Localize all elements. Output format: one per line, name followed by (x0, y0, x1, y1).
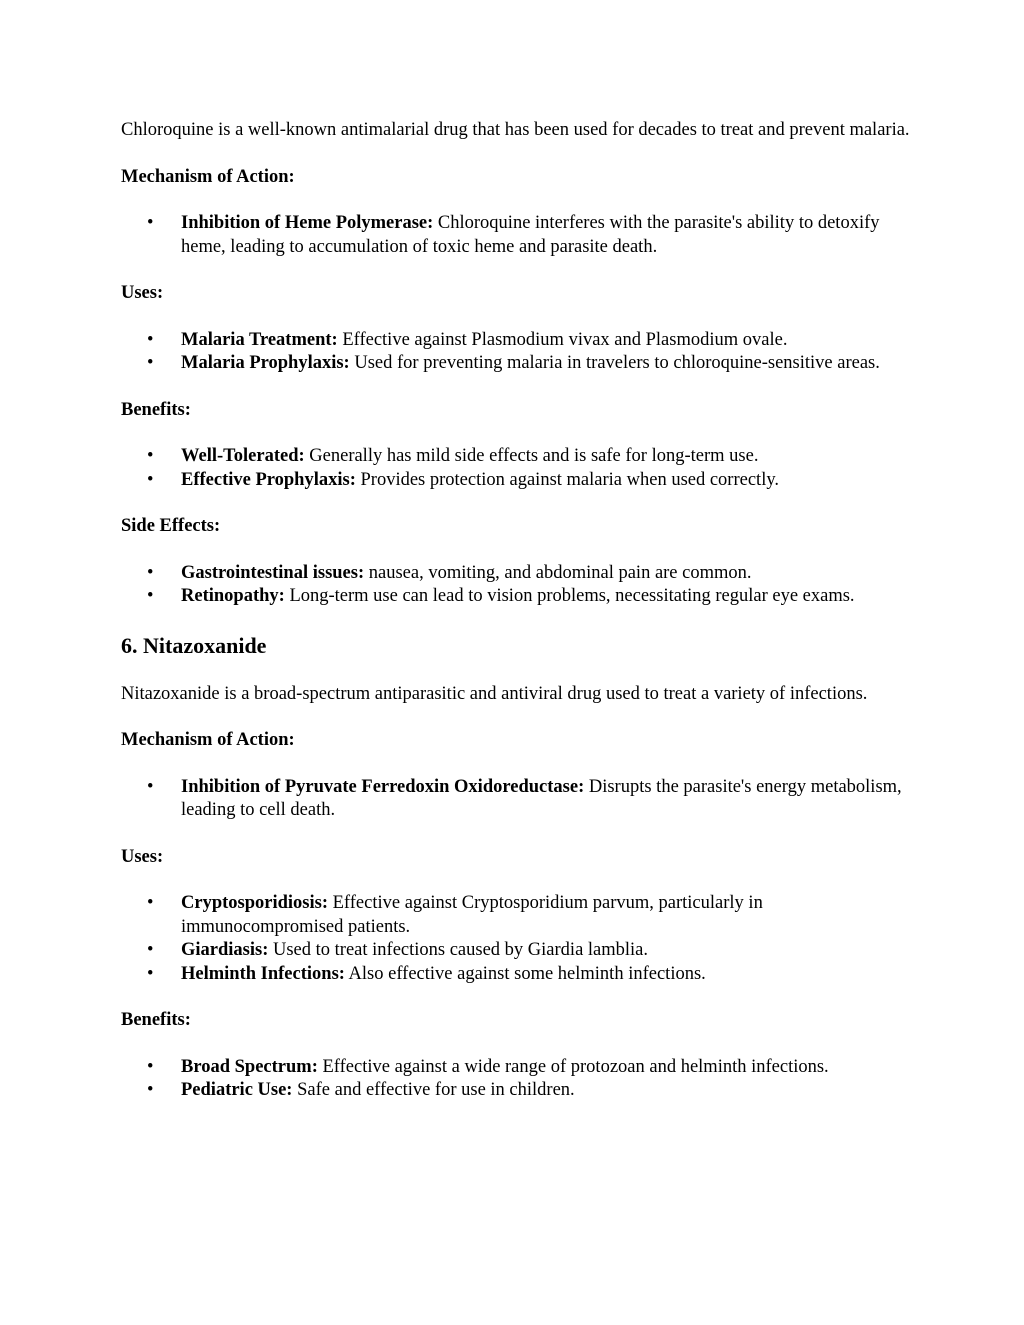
list-item-text: Safe and effective for use in children. (292, 1080, 575, 1100)
list-item-term: Broad Spectrum: (181, 1056, 318, 1077)
bullet-icon: • (147, 353, 154, 373)
list-item (121, 329, 911, 353)
chloroquine-side-effects-list (121, 562, 911, 609)
chloroquine-side-effects-heading: Side Effects: (121, 516, 221, 536)
bullet-icon: • (147, 213, 154, 233)
bullet-icon: • (147, 562, 154, 583)
list-item-term: Malaria Treatment: (181, 329, 338, 350)
list-item-term: Helminth Infections: (181, 963, 345, 984)
list-item (121, 1056, 911, 1080)
bullet-icon: • (147, 1056, 154, 1077)
list-item-text: Also effective against some helminth infections. (344, 963, 706, 984)
list-item (121, 212, 911, 259)
nitazoxanide-intro: Nitazoxanide is a broad-spectrum antiparasitic and antiviral drug used to treat a variety of infections. (121, 683, 868, 704)
chloroquine-mechanism-heading: Mechanism of Action: (121, 166, 295, 187)
list-item-term: Well-Tolerated: (181, 446, 305, 466)
bullet-icon: • (147, 893, 154, 913)
list-item (121, 939, 911, 963)
chloroquine-benefits-list (121, 445, 911, 492)
list-item-text: Used to treat infections caused by Giardia lamblia. (268, 940, 649, 960)
list-item-term: Gastrointestinal issues: (181, 562, 365, 583)
nitazoxanide-mechanism-heading: Mechanism of Action: (121, 730, 295, 750)
list-item-text: nausea, vomiting, and abdominal pain are common. (364, 562, 752, 583)
list-item-text: Provides protection against malaria when used correctly. (355, 469, 780, 490)
list-item-term: Giardiasis: (181, 940, 269, 960)
list-item-text: Chloroquine interferes with the parasite's ability to detoxify heme, leading to accumulation of toxic heme and parasite death. (181, 213, 880, 257)
chloroquine-uses-list (121, 329, 911, 376)
list-item (121, 1079, 911, 1103)
chloroquine-mechanism-list (121, 212, 911, 259)
nitazoxanide-title: 6. Nitazoxanide (121, 632, 267, 658)
list-item (121, 892, 911, 939)
list-item-term: Effective Prophylaxis: (181, 469, 356, 490)
list-item (121, 469, 911, 493)
bullet-icon: • (147, 776, 154, 797)
bullet-icon: • (147, 586, 154, 606)
list-item-term: Inhibition of Pyruvate Ferredoxin Oxidoreductase: (181, 776, 585, 797)
nitazoxanide-mechanism-list (121, 776, 911, 823)
list-item-text: Effective against Cryptosporidium parvum, particularly in immunocompromised patients. (181, 893, 763, 937)
list-item-text: Used for preventing malaria in travelers to chloroquine-sensitive areas. (349, 353, 880, 373)
list-item (121, 562, 911, 586)
list-item-term: Inhibition of Heme Polymerase: (181, 213, 434, 233)
list-item-term: Cryptosporidiosis: (181, 893, 328, 913)
nitazoxanide-benefits-heading: Benefits: (121, 1010, 191, 1030)
list-item-text: Disrupts the parasite's energy metabolism, leading to cell death. (181, 776, 902, 820)
chloroquine-intro: Chloroquine is a well-known antimalarial drug that has been used for decades to treat and prevent malaria. (121, 120, 910, 140)
list-item-term: Retinopathy: (181, 586, 285, 606)
bullet-icon: • (147, 446, 154, 466)
nitazoxanide-benefits-list (121, 1056, 911, 1103)
list-item (121, 776, 911, 823)
list-item (121, 445, 911, 469)
chloroquine-benefits-heading: Benefits: (121, 399, 191, 420)
list-item-text: Effective against Plasmodium vivax and Plasmodium ovale. (337, 329, 788, 350)
document-page (121, 119, 911, 1126)
nitazoxanide-uses-list (121, 892, 911, 986)
list-item (121, 585, 911, 609)
bullet-icon: • (147, 1080, 154, 1100)
bullet-icon: • (147, 963, 154, 984)
list-item-text: Generally has mild side effects and is safe for long-term use. (304, 446, 759, 466)
list-item-text: Long-term use can lead to vision problems, necessitating regular eye exams. (284, 586, 855, 606)
bullet-icon: • (147, 940, 154, 960)
list-item (121, 963, 911, 987)
list-item (121, 352, 911, 376)
chloroquine-uses-heading: Uses: (121, 283, 164, 303)
nitazoxanide-uses-heading: Uses: (121, 846, 164, 867)
list-item-term: Pediatric Use: (181, 1080, 293, 1100)
list-item-text: Effective against a wide range of protozoan and helminth infections. (317, 1056, 829, 1077)
bullet-icon: • (147, 329, 154, 350)
list-item-term: Malaria Prophylaxis: (181, 353, 350, 373)
bullet-icon: • (147, 469, 154, 490)
